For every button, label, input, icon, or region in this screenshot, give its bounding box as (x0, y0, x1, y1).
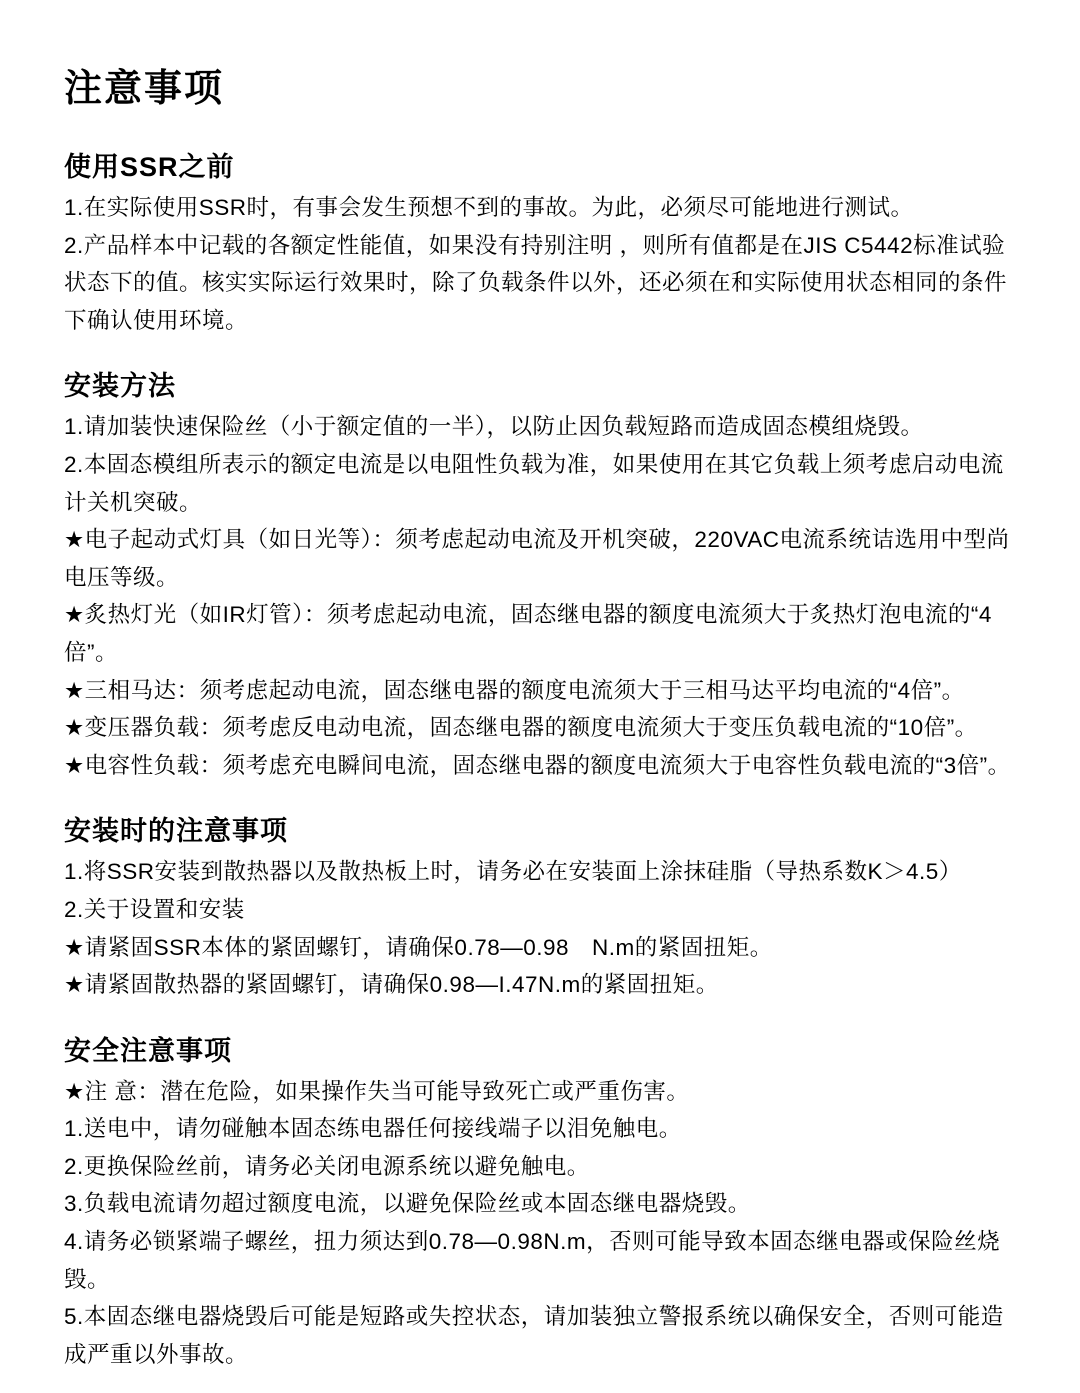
section-item: 1.在实际使用SSR时，有事会发生预想不到的事故。为此，必须尽可能地进行测试。 (64, 195, 914, 220)
sections-container (64, 146, 1018, 1373)
section-item: 4.请务必锁紧端子螺丝，扭力须达到0.78—0.98N.m，否则可能导致本固态继电器或保险丝烧毁。 (64, 1229, 1001, 1292)
doc-section-2 (64, 365, 1018, 784)
section-heading: 安全注意事项 (64, 1035, 232, 1066)
doc-section-1 (64, 146, 1018, 339)
section-item: ★电容性负载：须考虑充电瞬间电流，固态继电器的额度电流须大于电容性负载电流的“3倍”。 (64, 752, 1011, 778)
section-item: ★变压器负载：须考虑反电动电流，固态继电器的额度电流须大于变压负载电流的“10倍”。 (64, 715, 978, 741)
section-item: ★三相马达：须考虑起动电流，固态继电器的额度电流须大于三相马达平均电流的“4倍”。 (64, 677, 965, 703)
doc-section-3 (64, 810, 1018, 1003)
section-item: ★请紧固散热器的紧固螺钉，请确保0.98—I.47N.m的紧固扭矩。 (64, 972, 719, 998)
section-item: 1.请加装快速保险丝（小于额定值的一半），以防止因负载短路而造成固态模组烧毁。 (64, 414, 924, 440)
section-item: ★电子起动式灯具（如日光等）：须考虑起动电流及开机突破，220VAC电流系统诘选用中型尚电压等级。 (64, 527, 1010, 590)
section-item: 1.送电中，请勿碰触本固态练电器任何接线端子以泪免触电。 (64, 1116, 682, 1142)
section-heading: 使用SSR之前 (64, 152, 235, 182)
section-item: ★炙热灯光（如IR灯管）：须考虑起动电流，固态继电器的额度电流须大于炙热灯泡电流的“4倍”。 (64, 602, 992, 665)
section-heading: 安装方法 (64, 371, 176, 402)
section-item: 2.更换保险丝前，请务必关闭电源系统以避免触电。 (64, 1153, 590, 1179)
section-item: 2.本固态模组所表示的额定电流是以电阻性负载为准，如果使用在其它负载上须考虑启动电流计关机突破。 (64, 451, 1004, 515)
section-item: 2.产品样本中记载的各额定性能值，如果没有持别注明 ，则所有值都是在JIS C5442标准试验状态下的值。核实实际运行效果时，除了负载条件以外，还必须在和实际使用状态相同的条件下确认使用环境。 (64, 232, 1008, 333)
doc-section-4 (64, 1030, 1018, 1374)
section-item: 3.负载电流请勿超过额度电流，以避免保险丝或本固态继电器烧毁。 (64, 1191, 751, 1217)
section-item: ★注 意：潜在危险，如果操作失当可能导致死亡或严重伤害。 (64, 1078, 690, 1104)
section-item: 2.关于设置和安装 (64, 896, 245, 922)
section-item: ★请紧固SSR本体的紧固螺钉，请确保0.78—0.98 N.m的紧固扭矩。 (64, 934, 773, 960)
section-item: 5.本固态继电器烧毁后可能是短路或失控状态，请加装独立警报系统以确保安全，否则可能造成严重以外事故。 (64, 1304, 1004, 1367)
page-title: 注意事项 (64, 68, 225, 110)
section-heading: 安装时的注意事项 (64, 816, 288, 847)
section-item: 1.将SSR安装到散热器以及散热板上时，请务必在安装面上涂抹硅脂（导热系数K＞4.5） (64, 859, 962, 885)
